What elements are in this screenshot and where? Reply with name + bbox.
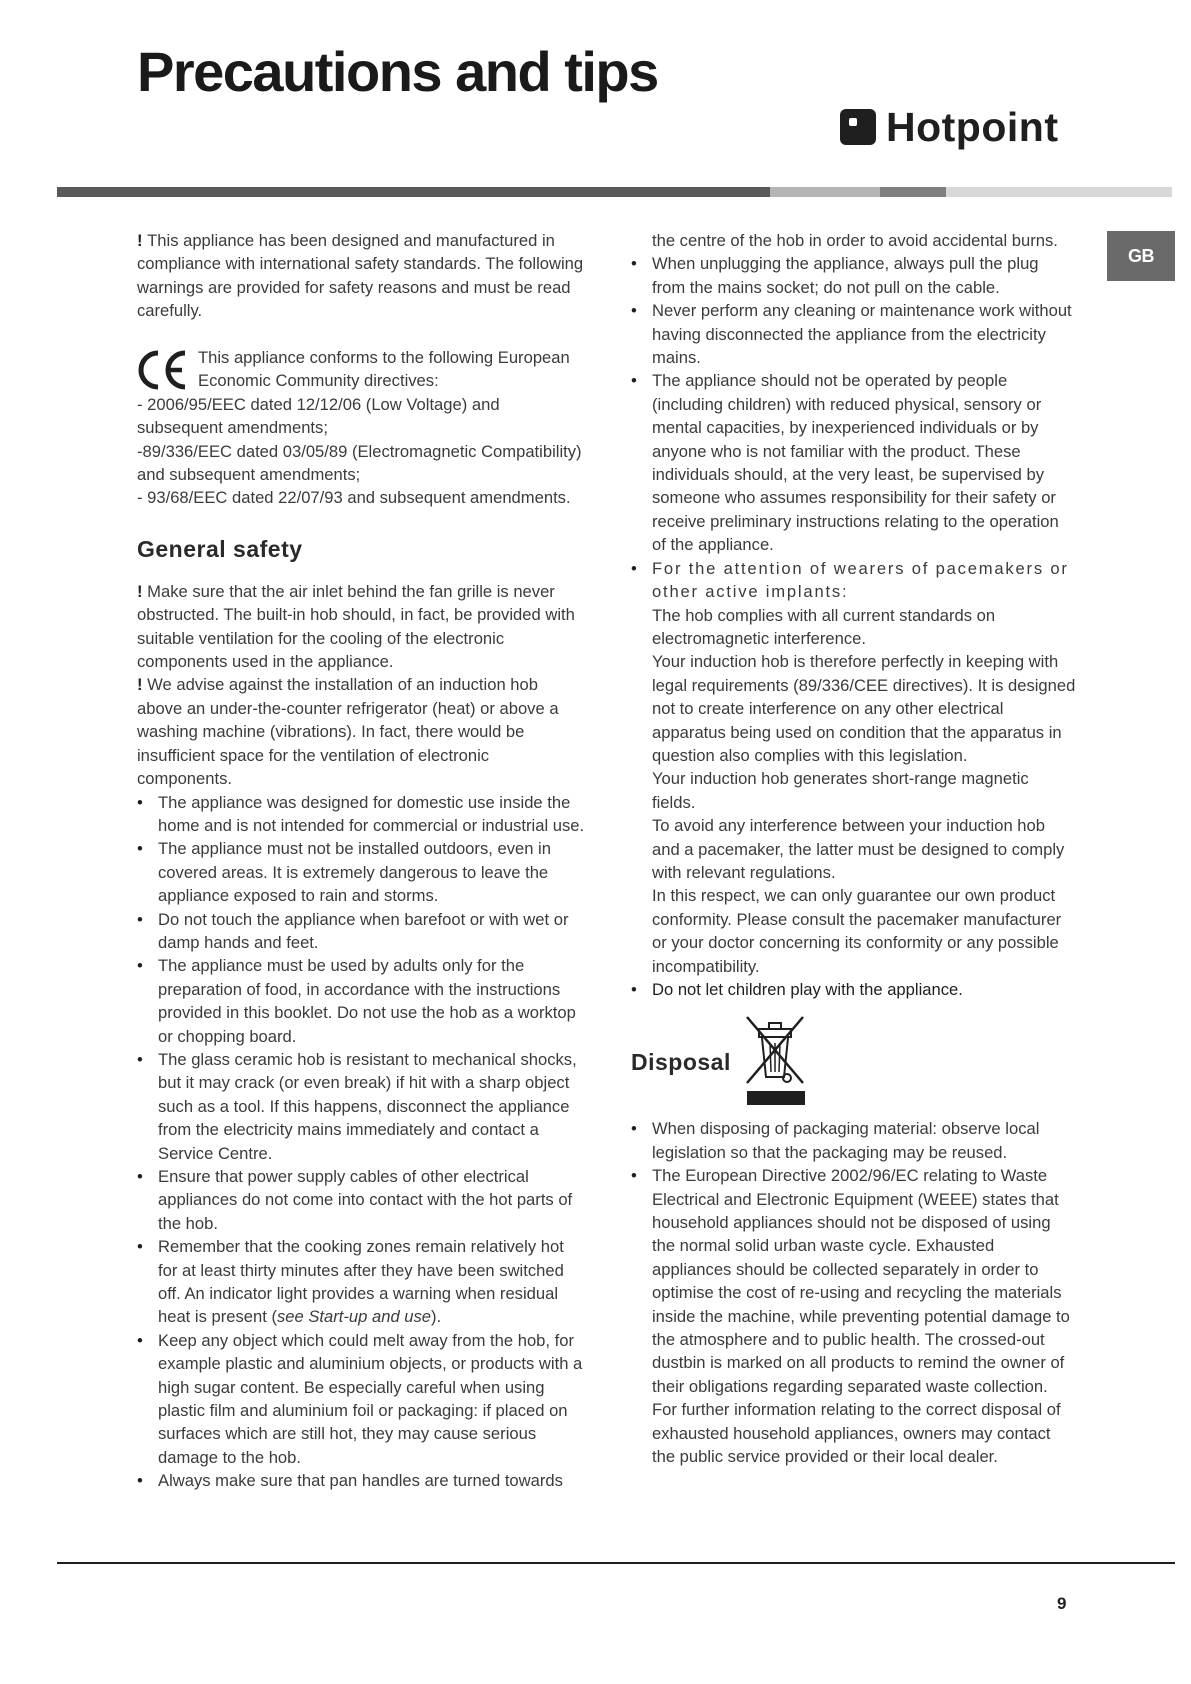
children-list: [631, 978, 1076, 1001]
list-item-pacemaker: • For the attention of wearers of pacemakers or other active implants:: [631, 557, 1076, 604]
header-rule-dark: [57, 187, 770, 197]
list-item: • The appliance should not be operated by people (including children) with reduced physical, sensory or mental capacities, by inexperienced individuals or by anyone who is not familiar with the product. These individuals should, at the very least, be supervised by someone who assumes responsibility for their safety or receive preliminary instructions relating to the operation of the appliance.: [631, 369, 1076, 556]
disposal-heading: Disposal: [631, 1049, 731, 1076]
list-item: • Do not let children play with the appliance.: [631, 978, 1076, 1001]
list-item: • Remember that the cooking zones remain relatively hot for at least thirty minutes after they have been switched off. An indicator light provides a warning when residual heat is present (see Start-up and use).: [137, 1235, 587, 1329]
continued-text: the centre of the hob in order to avoid accidental burns.: [652, 231, 1058, 250]
intro-paragraph: ! This appliance has been designed and manufactured in compliance with international safety standards. The following warnings are provided for safety reasons and must be read carefully.: [137, 231, 584, 321]
header-rule-pale: [946, 187, 1172, 197]
list-item: • The glass ceramic hob is resistant to mechanical shocks, but it may crack (or even break) if hit with a sharp object such as a tool. If this happens, disconnect the appliance from the electricity mains immediately and contact a Service Centre.: [137, 1048, 587, 1165]
warning-mark-icon: !: [137, 675, 148, 695]
list-item: • Ensure that power supply cables of other electrical appliances do not come into contact with the hot parts of the hob.: [137, 1165, 587, 1235]
disposal-list: [631, 1117, 1076, 1398]
list-item: • Keep any object which could melt away from the hob, for example plastic and aluminium objects, or products with a high sugar content. Be especially careful when using plastic film and aluminium foil or packaging: if placed on surfaces which are still hot, they may cause serious damage to the hob.: [137, 1329, 587, 1469]
disposal-header: [631, 1011, 1076, 1105]
list-item: • When unplugging the appliance, always pull the plug from the mains socket; do not pull on the cable.: [631, 252, 1076, 299]
warning-paragraph: ! We advise against the installation of an induction hob above an under-the-counter refrigerator (heat) or above a washing machine (vibrations). In fact, there would be insufficient space for the ventilation of electronic components.: [137, 675, 559, 789]
list-item: • The appliance was designed for domestic use inside the home and is not intended for commercial or industrial use.: [137, 791, 587, 838]
right-column: [631, 229, 1076, 1469]
warning-paragraph: ! Make sure that the air inlet behind the fan grille is never obstructed. The built-in hob should, in fact, be provided with suitable ventilation for the cooling of the electronic components used in the appliance.: [137, 581, 575, 672]
page-title: Precautions and tips: [137, 40, 658, 103]
directive-line: - 2006/95/EEC dated 12/12/06 (Low Voltage) and subsequent amendments;: [137, 394, 500, 438]
list-item: • The European Directive 2002/96/EC relating to Waste Electrical and Electronic Equipment (WEEE) states that household appliances should not be disposed of using the normal solid urban waste cycle. Exhausted appliances should be collected separately in order to optimise the cost of re-using and recycling the materials inside the machine, while preventing potential damage to the atmosphere and to public health. The crossed-out dustbin is marked on all products to remind the owner of their obligations regarding separated waste collection.: [631, 1164, 1076, 1398]
crossed-out-bin-icon: [743, 1011, 807, 1105]
header-rule-mid: [880, 187, 946, 197]
general-safety-list: [137, 791, 587, 1493]
list-item: • Never perform any cleaning or maintenance work without having disconnected the appliance from the electricity mains.: [631, 299, 1076, 369]
hotpoint-logo-icon: [840, 109, 876, 145]
page-number: 9: [1057, 1594, 1067, 1613]
ce-text: This appliance conforms to the following European Economic Community directives:: [198, 348, 570, 391]
header-rule-light: [770, 187, 880, 197]
list-item: • Always make sure that pan handles are turned towards: [137, 1469, 587, 1492]
pacemaker-paragraph: Your induction hob is therefore perfectly in keeping with legal requirements (89/336/CEE directives). It is designed not to create interference on any other electrical apparatus being used on condition that the apparatus in question also complies with this legislation.: [652, 652, 1076, 765]
pacemaker-paragraph: In this respect, we can only guarantee our own product conformity. Please consult the pacemaker manufacturer or your doctor concerning its conformity or any possible incompatibility.: [652, 886, 1062, 976]
warning-mark-icon: !: [137, 231, 148, 250]
safety-list-continued: [631, 252, 1076, 603]
list-item: • The appliance must not be installed outdoors, even in covered areas. It is extremely dangerous to leave the appliance exposed to rain and storms.: [137, 837, 587, 907]
language-tab: GB: [1107, 231, 1175, 281]
brand-name: Hotpoint: [886, 103, 1059, 150]
pacemaker-paragraph: The hob complies with all current standards on electromagnetic interference.: [652, 605, 996, 648]
directive-line: -89/336/EEC dated 03/05/89 (Electromagnetic Compatibility) and subsequent amendments;: [137, 441, 582, 485]
pacemaker-paragraph: To avoid any interference between your induction hob and a pacemaker, the latter must be designed to comply with relevant regulations.: [652, 816, 1065, 882]
general-safety-heading: General safety: [137, 535, 303, 562]
hotpoint-logo: [840, 104, 1058, 150]
directive-line: - 93/68/EEC dated 22/07/93 and subsequent amendments.: [137, 488, 571, 508]
list-item: • The appliance must be used by adults only for the preparation of food, in accordance with the instructions provided in this booklet. Do not use the hob as a worktop or chopping board.: [137, 954, 587, 1048]
left-column: [137, 229, 587, 1493]
ce-conformity: [137, 346, 587, 393]
cross-reference: see Start-up and use: [276, 1307, 432, 1327]
ce-mark-icon: [137, 350, 191, 390]
list-item: • When disposing of packaging material: observe local legislation so that the packaging may be reused.: [631, 1117, 1076, 1164]
pacemaker-paragraph: Your induction hob generates short-range magnetic fields.: [652, 769, 1029, 812]
warning-mark-icon: !: [137, 581, 148, 601]
list-item: • Do not touch the appliance when barefoot or with wet or damp hands and feet.: [137, 908, 587, 955]
disposal-final-paragraph: For further information relating to the correct disposal of exhausted household appliances, owners may contact the public service provided or their local dealer.: [652, 1400, 1061, 1467]
footer-rule: [57, 1562, 1175, 1564]
